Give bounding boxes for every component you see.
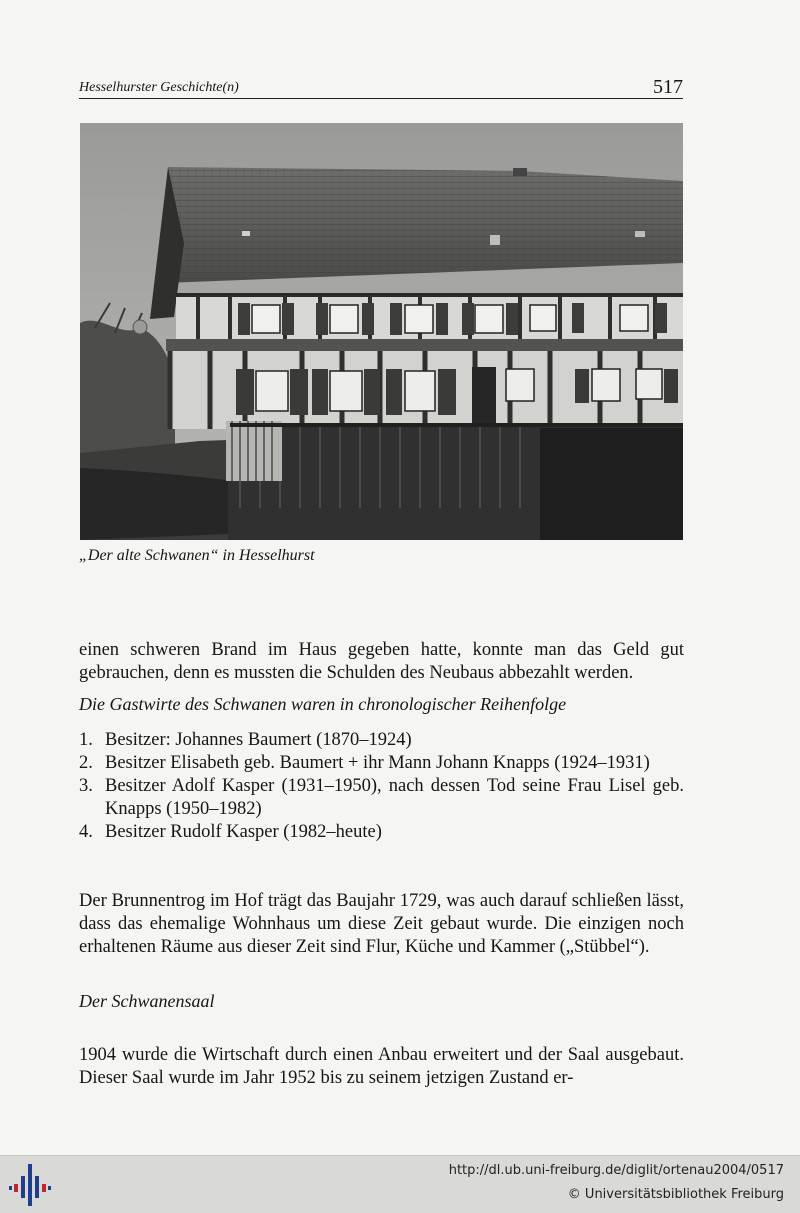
source-url-link[interactable]: http://dl.ub.uni-freiburg.de/diglit/ortenau2004/0517 <box>448 1163 784 1178</box>
list-number: 2. <box>79 753 93 773</box>
list-number: 1. <box>79 730 93 750</box>
page-number: 517 <box>653 76 683 98</box>
copyright-notice: © Universitätsbibliothek Freiburg <box>567 1187 784 1202</box>
list-text: Besitzer: Johannes Baumert (1870–1924) <box>105 730 412 750</box>
running-header <box>79 76 683 99</box>
running-title: Hesselhurster Geschichte(n) <box>79 80 239 95</box>
list-item <box>79 729 684 752</box>
half-timbered-house-image <box>80 123 683 540</box>
photo-caption: „Der alte Schwanen“ in Hesselhurst <box>79 547 315 564</box>
list-number: 3. <box>79 776 93 796</box>
list-number: 4. <box>79 822 93 842</box>
list-text: Besitzer Rudolf Kasper (1982–heute) <box>105 822 382 842</box>
library-logo-icon <box>8 1162 52 1208</box>
paragraph-brand: einen schweren Brand im Haus gegeben hatte, konnte man das Geld gut gebrauchen, denn es mussten die Schulden des Neubaus abbezahlt werden. <box>79 639 684 683</box>
list-item <box>79 752 684 775</box>
section-heading-schwanensaal: Der Schwanensaal <box>79 991 215 1011</box>
house-photograph <box>80 123 683 540</box>
list-text: Besitzer Elisabeth geb. Baumert + ihr Mann Johann Knapps (1924–1931) <box>105 753 650 773</box>
list-item <box>79 821 684 844</box>
library-footer <box>0 1155 800 1213</box>
paragraph-brunnentrog: Der Brunnentrog im Hof trägt das Baujahr 1729, was auch darauf schließen lässt, dass das ehemalige Wohnhaus um diese Zeit gebaut wurde. Die einzigen noch erhaltenen Räume aus dieser Zeit sind Flur, Küche und Kammer („Stübbel“). <box>79 890 684 957</box>
paragraph-schwanensaal: 1904 wurde die Wirtschaft durch einen Anbau erweitert und der Saal ausgebaut. Dieser Saal wurde im Jahr 1952 bis zu seinem jetzigen Zustand er- <box>79 1044 684 1088</box>
owners-list <box>79 729 684 844</box>
section-heading-gastwirte: Die Gastwirte des Schwanen waren in chronologischer Reihenfolge <box>79 694 567 714</box>
list-text: Besitzer Adolf Kasper (1931–1950), nach dessen Tod seine Frau Lisel geb. Knapps (1950–1982) <box>105 776 684 819</box>
list-item <box>79 775 684 821</box>
